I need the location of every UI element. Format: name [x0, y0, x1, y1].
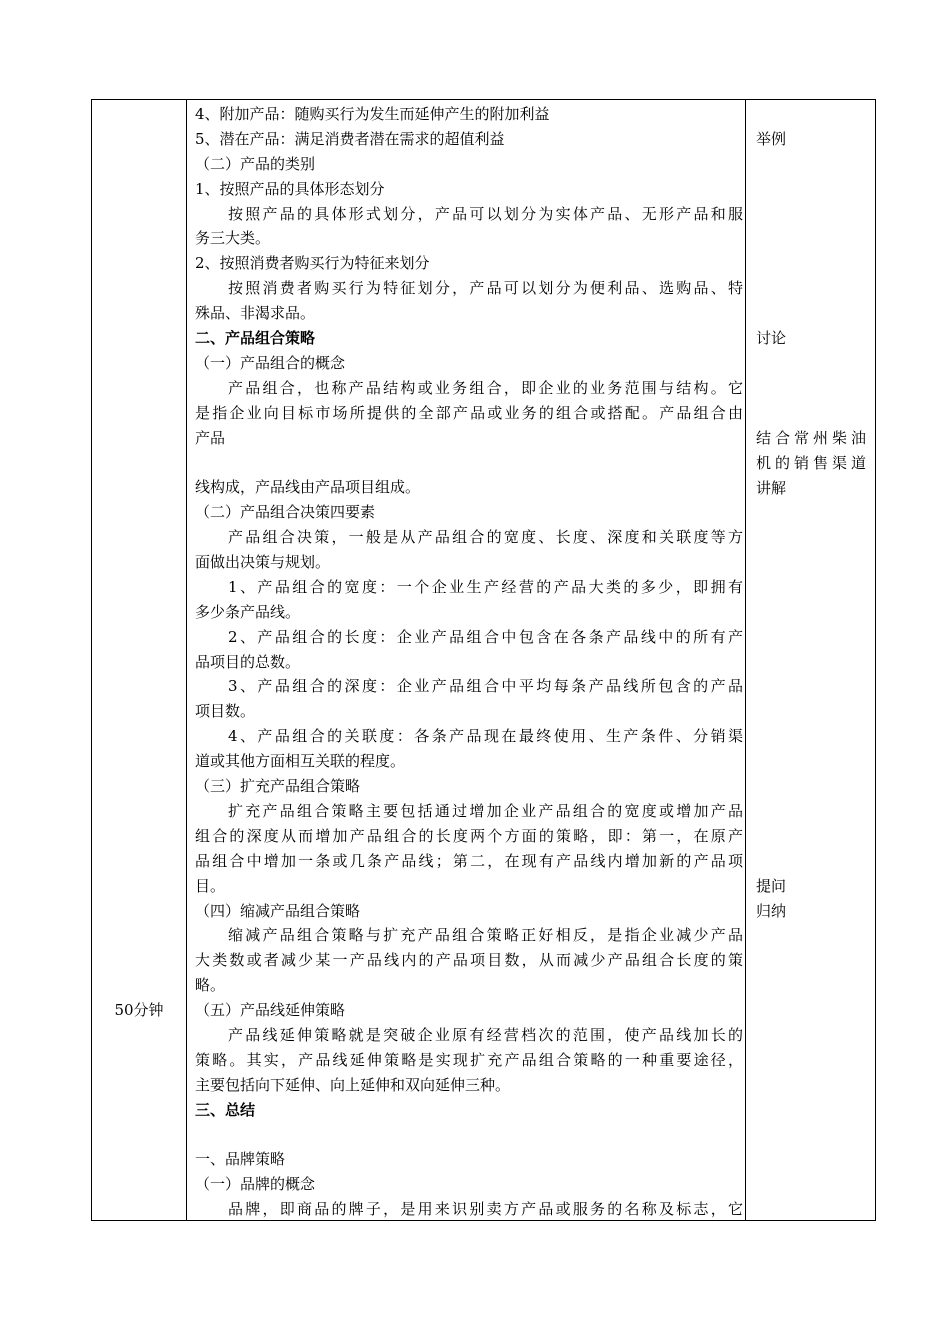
note-discussion: 讨论 — [756, 329, 787, 347]
content-line: 按照产品的具体形式划分，产品可以划分为实体产品、无形产品和服 — [228, 204, 743, 223]
content-line: 主要包括向下延伸、向上延伸和双向延伸三种。 — [195, 1075, 511, 1094]
content-line: 务三大类。 — [195, 229, 271, 248]
content-line: 大类数或者减少某一产品线内的产品项目数，从而减少产品组合长度的策 — [195, 951, 743, 970]
note-question: 提问 — [756, 877, 787, 895]
time-cell: 50分钟 — [114, 1001, 164, 1019]
content-line: 是指企业向目标市场所提供的全部产品或业务的组合或搭配。产品组合由 — [195, 403, 743, 422]
content-line: 产品 — [195, 428, 226, 447]
content-line: 2、按照消费者购买行为特征来划分 — [195, 254, 430, 273]
content-line: 线构成，产品线由产品项目组成。 — [195, 478, 421, 497]
content-line: 产品组合，也称产品结构或业务组合，即企业的业务范围与结构。它 — [228, 378, 743, 397]
content-line: 1、产品组合的宽度：一个企业生产经营的产品大类的多少，即拥有 — [228, 577, 743, 596]
content-line: 面做出决策与规划。 — [195, 553, 331, 572]
content-line: （五）产品线延伸策略 — [195, 1001, 346, 1020]
content-line: 3、产品组合的深度：企业产品组合中平均每条产品线所包含的产品 — [228, 677, 743, 696]
content-line: 目。 — [195, 876, 226, 895]
content-line: 品牌，即商品的牌子，是用来识别卖方产品或服务的名称及标志，它 — [228, 1200, 743, 1219]
content-line: （二）产品的类别 — [195, 154, 316, 173]
column-divider — [745, 100, 746, 1220]
note-case-line: 讲解 — [756, 478, 787, 497]
content-line: 策略。其实，产品线延伸策略是实现扩充产品组合策略的一种重要途径， — [195, 1050, 743, 1069]
content-line: 多少条产品线。 — [195, 602, 301, 621]
content-line: 略。 — [195, 976, 226, 995]
content-line: 品组合中增加一条或几条产品线；第二，在现有产品线内增加新的产品项 — [195, 851, 743, 870]
content-line: 1、按照产品的具体形态划分 — [195, 179, 385, 198]
content-line: 4、产品组合的关联度：各条产品现在最终使用、生产条件、分销渠 — [228, 727, 743, 746]
content-line: （三）扩充产品组合策略 — [195, 777, 361, 796]
content-line: （二）产品组合决策四要素 — [195, 503, 376, 522]
content-line: 按照消费者购买行为特征划分，产品可以划分为便利品、选购品、特 — [228, 279, 743, 298]
content-line: 殊品、非渴求品。 — [195, 304, 316, 323]
content-line: 组合的深度从而增加产品组合的长度两个方面的策略，即：第一，在原产 — [195, 826, 743, 845]
note-case-line: 机的销售渠道 — [756, 453, 866, 472]
content-line: （一）品牌的概念 — [195, 1175, 316, 1194]
content-line: 2、产品组合的长度：企业产品组合中包含在各条产品线中的所有产 — [228, 627, 743, 646]
content-line: 产品线延伸策略就是突破企业原有经营档次的范围，使产品线加长的 — [228, 1025, 743, 1044]
note-case-line: 结合常州柴油 — [756, 429, 866, 447]
content-line: 扩充产品组合策略主要包括通过增加企业产品组合的宽度或增加产品 — [228, 801, 743, 820]
content-line — [195, 450, 743, 475]
note-example: 举例 — [756, 130, 787, 148]
section-heading: 三、总结 — [195, 1100, 256, 1119]
content-line: （一）产品组合的概念 — [195, 353, 346, 372]
content-line: （四）缩减产品组合策略 — [195, 901, 361, 920]
lesson-table — [91, 99, 876, 1221]
content-line: 5、潜在产品：满足消费者潜在需求的超值利益 — [195, 129, 505, 148]
content-line: 缩减产品组合策略与扩充产品组合策略正好相反，是指企业减少产品 — [228, 926, 743, 945]
content-line: 4、附加产品：随购买行为发生而延伸产生的附加利益 — [195, 105, 550, 123]
content-line: 道或其他方面相互关联的程度。 — [195, 752, 406, 771]
column-divider — [186, 100, 187, 1220]
content-line: 产品组合决策，一般是从产品组合的宽度、长度、深度和关联度等方 — [228, 528, 743, 547]
section-heading: 二、产品组合策略 — [195, 329, 316, 348]
note-summary: 归纳 — [756, 902, 787, 920]
content-line: 一、品牌策略 — [195, 1150, 286, 1169]
lesson-content — [195, 102, 743, 1222]
content-line: 项目数。 — [195, 702, 256, 721]
note-case — [756, 426, 866, 501]
content-line: 品项目的总数。 — [195, 652, 301, 671]
content-line — [195, 1123, 743, 1148]
